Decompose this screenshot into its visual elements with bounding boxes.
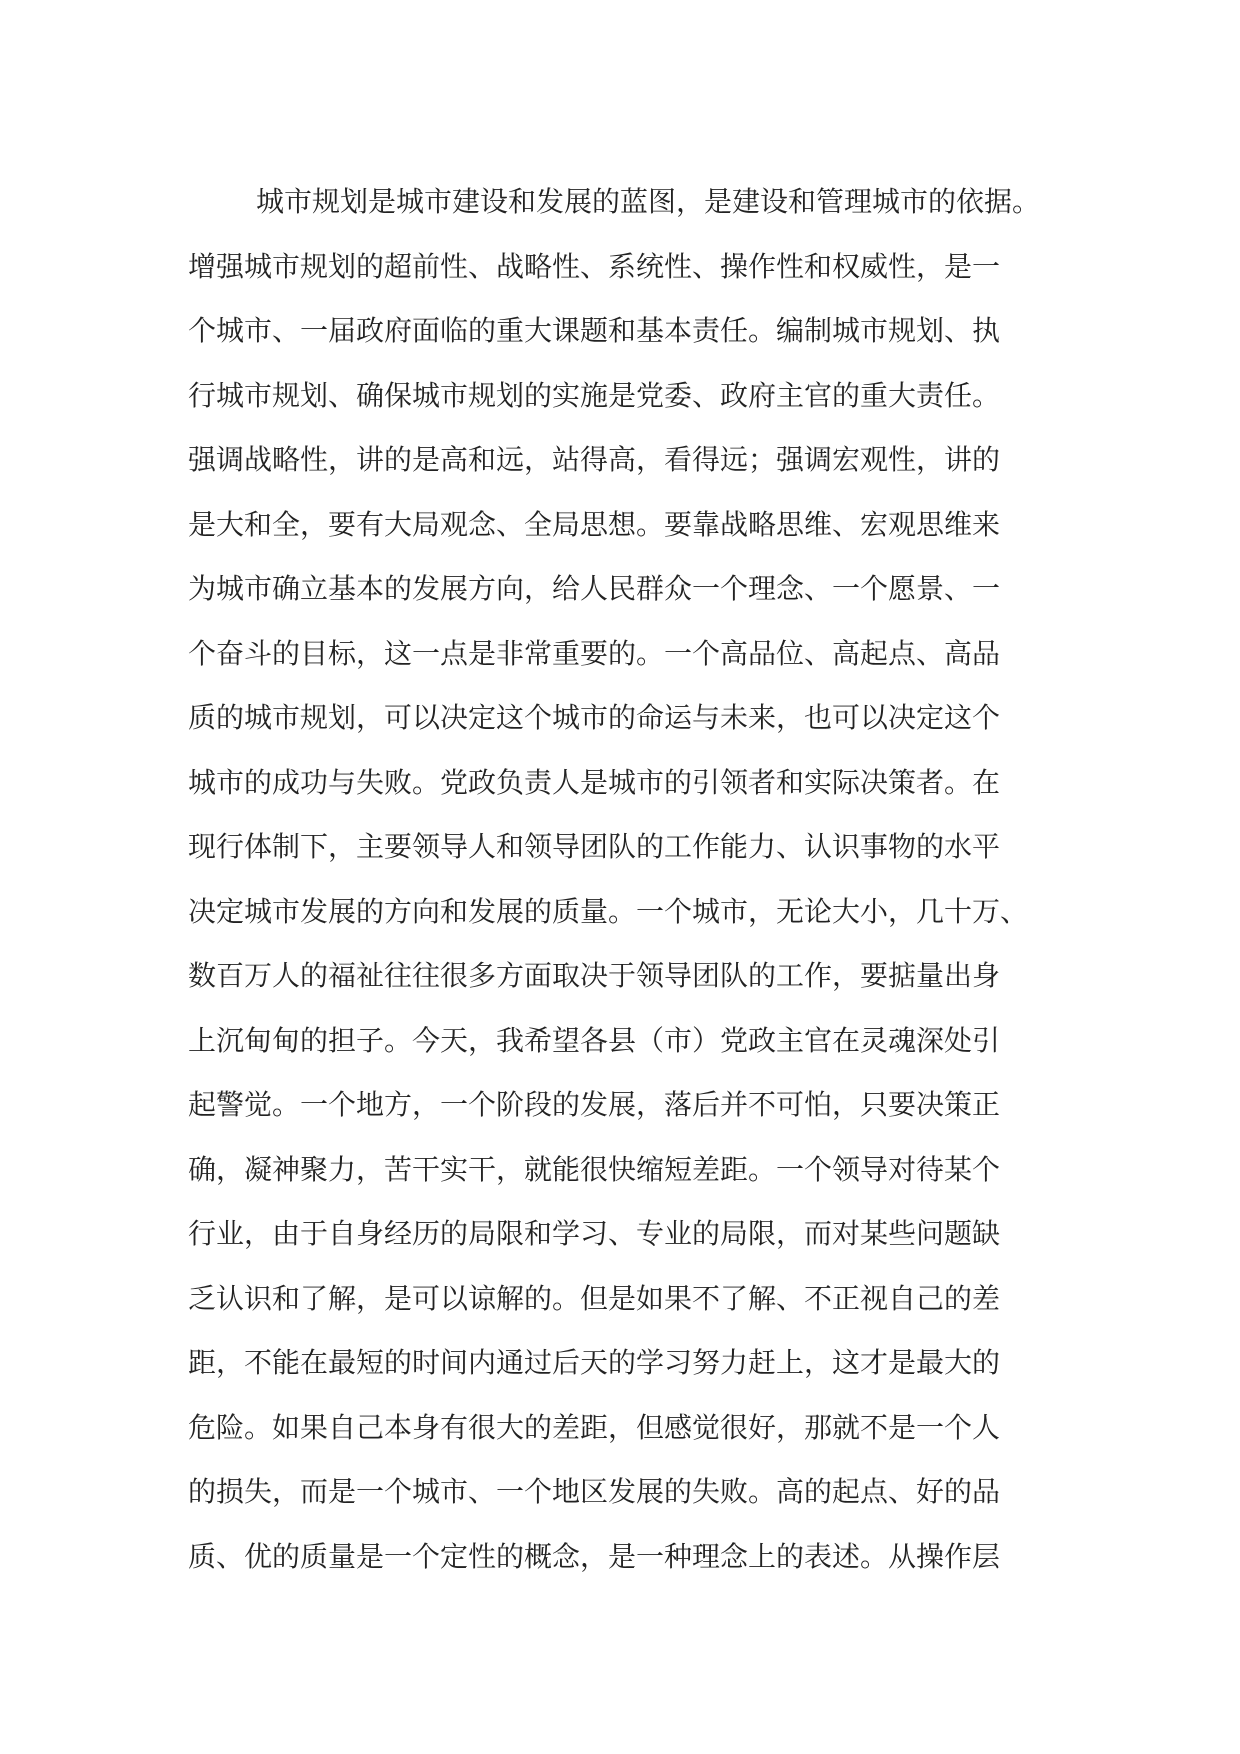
paragraph-line: 行业，由于自身经历的局限和学习、专业的局限，而对某些问题缺 [188, 1217, 1001, 1250]
paragraph-line: 城市的成功与失败。党政负责人是城市的引领者和实际决策者。在 [188, 765, 1001, 799]
paragraph-line: 强调战略性，讲的是高和远，站得高，看得远；强调宏观性，讲的 [188, 443, 1001, 476]
body-paragraph [188, 170, 1068, 1589]
paragraph-line: 行城市规划、确保城市规划的实施是党委、政府主官的重大责任。 [188, 378, 1001, 412]
paragraph-line: 个城市、一届政府面临的重大课题和基本责任。编制城市规划、执 [188, 314, 1001, 347]
paragraph-line: 距，不能在最短的时间内通过后天的学习努力赶上，这才是最大的 [188, 1346, 1001, 1379]
paragraph-line: 个奋斗的目标，这一点是非常重要的。一个高品位、高起点、高品 [188, 636, 1001, 670]
paragraph-line: 的损失，而是一个城市、一个地区发展的失败。高的起点、好的品 [188, 1475, 1001, 1508]
paragraph-line: 为城市确立基本的发展方向，给人民群众一个理念、一个愿景、一 [188, 572, 1001, 605]
paragraph-line: 增强城市规划的超前性、战略性、系统性、操作性和权威性，是一 [188, 249, 1001, 283]
paragraph-line: 危险。如果自己本身有很大的差距，但感觉很好，那就不是一个人 [188, 1410, 1001, 1444]
paragraph-line: 起警觉。一个地方，一个阶段的发展，落后并不可怕，只要决策正 [188, 1088, 1001, 1121]
paragraph-line: 现行体制下，主要领导人和领导团队的工作能力、认识事物的水平 [188, 830, 1001, 863]
paragraph-line: 上沉甸甸的担子。今天，我希望各县（市）党政主官在灵魂深处引 [188, 1023, 1001, 1057]
paragraph-line: 乏认识和了解，是可以谅解的。但是如果不了解、不正视自己的差 [188, 1281, 1001, 1315]
paragraph-line: 决定城市发展的方向和发展的质量。一个城市，无论大小，几十万、 [188, 894, 1029, 928]
paragraph-line: 是大和全，要有大局观念、全局思想。要靠战略思维、宏观思维来 [188, 507, 1001, 541]
paragraph-line: 质的城市规划，可以决定这个城市的命运与未来，也可以决定这个 [188, 701, 1001, 734]
paragraph-line: 确，凝神聚力，苦干实干，就能很快缩短差距。一个领导对待某个 [188, 1152, 1001, 1186]
paragraph-line: 质、优的质量是一个定性的概念，是一种理念上的表述。从操作层 [188, 1539, 1001, 1573]
paragraph-line: 数百万人的福祉往往很多方面取决于领导团队的工作，要掂量出身 [188, 959, 1001, 992]
paragraph-line: 城市规划是城市建设和发展的蓝图，是建设和管理城市的依据。 [256, 185, 1041, 218]
